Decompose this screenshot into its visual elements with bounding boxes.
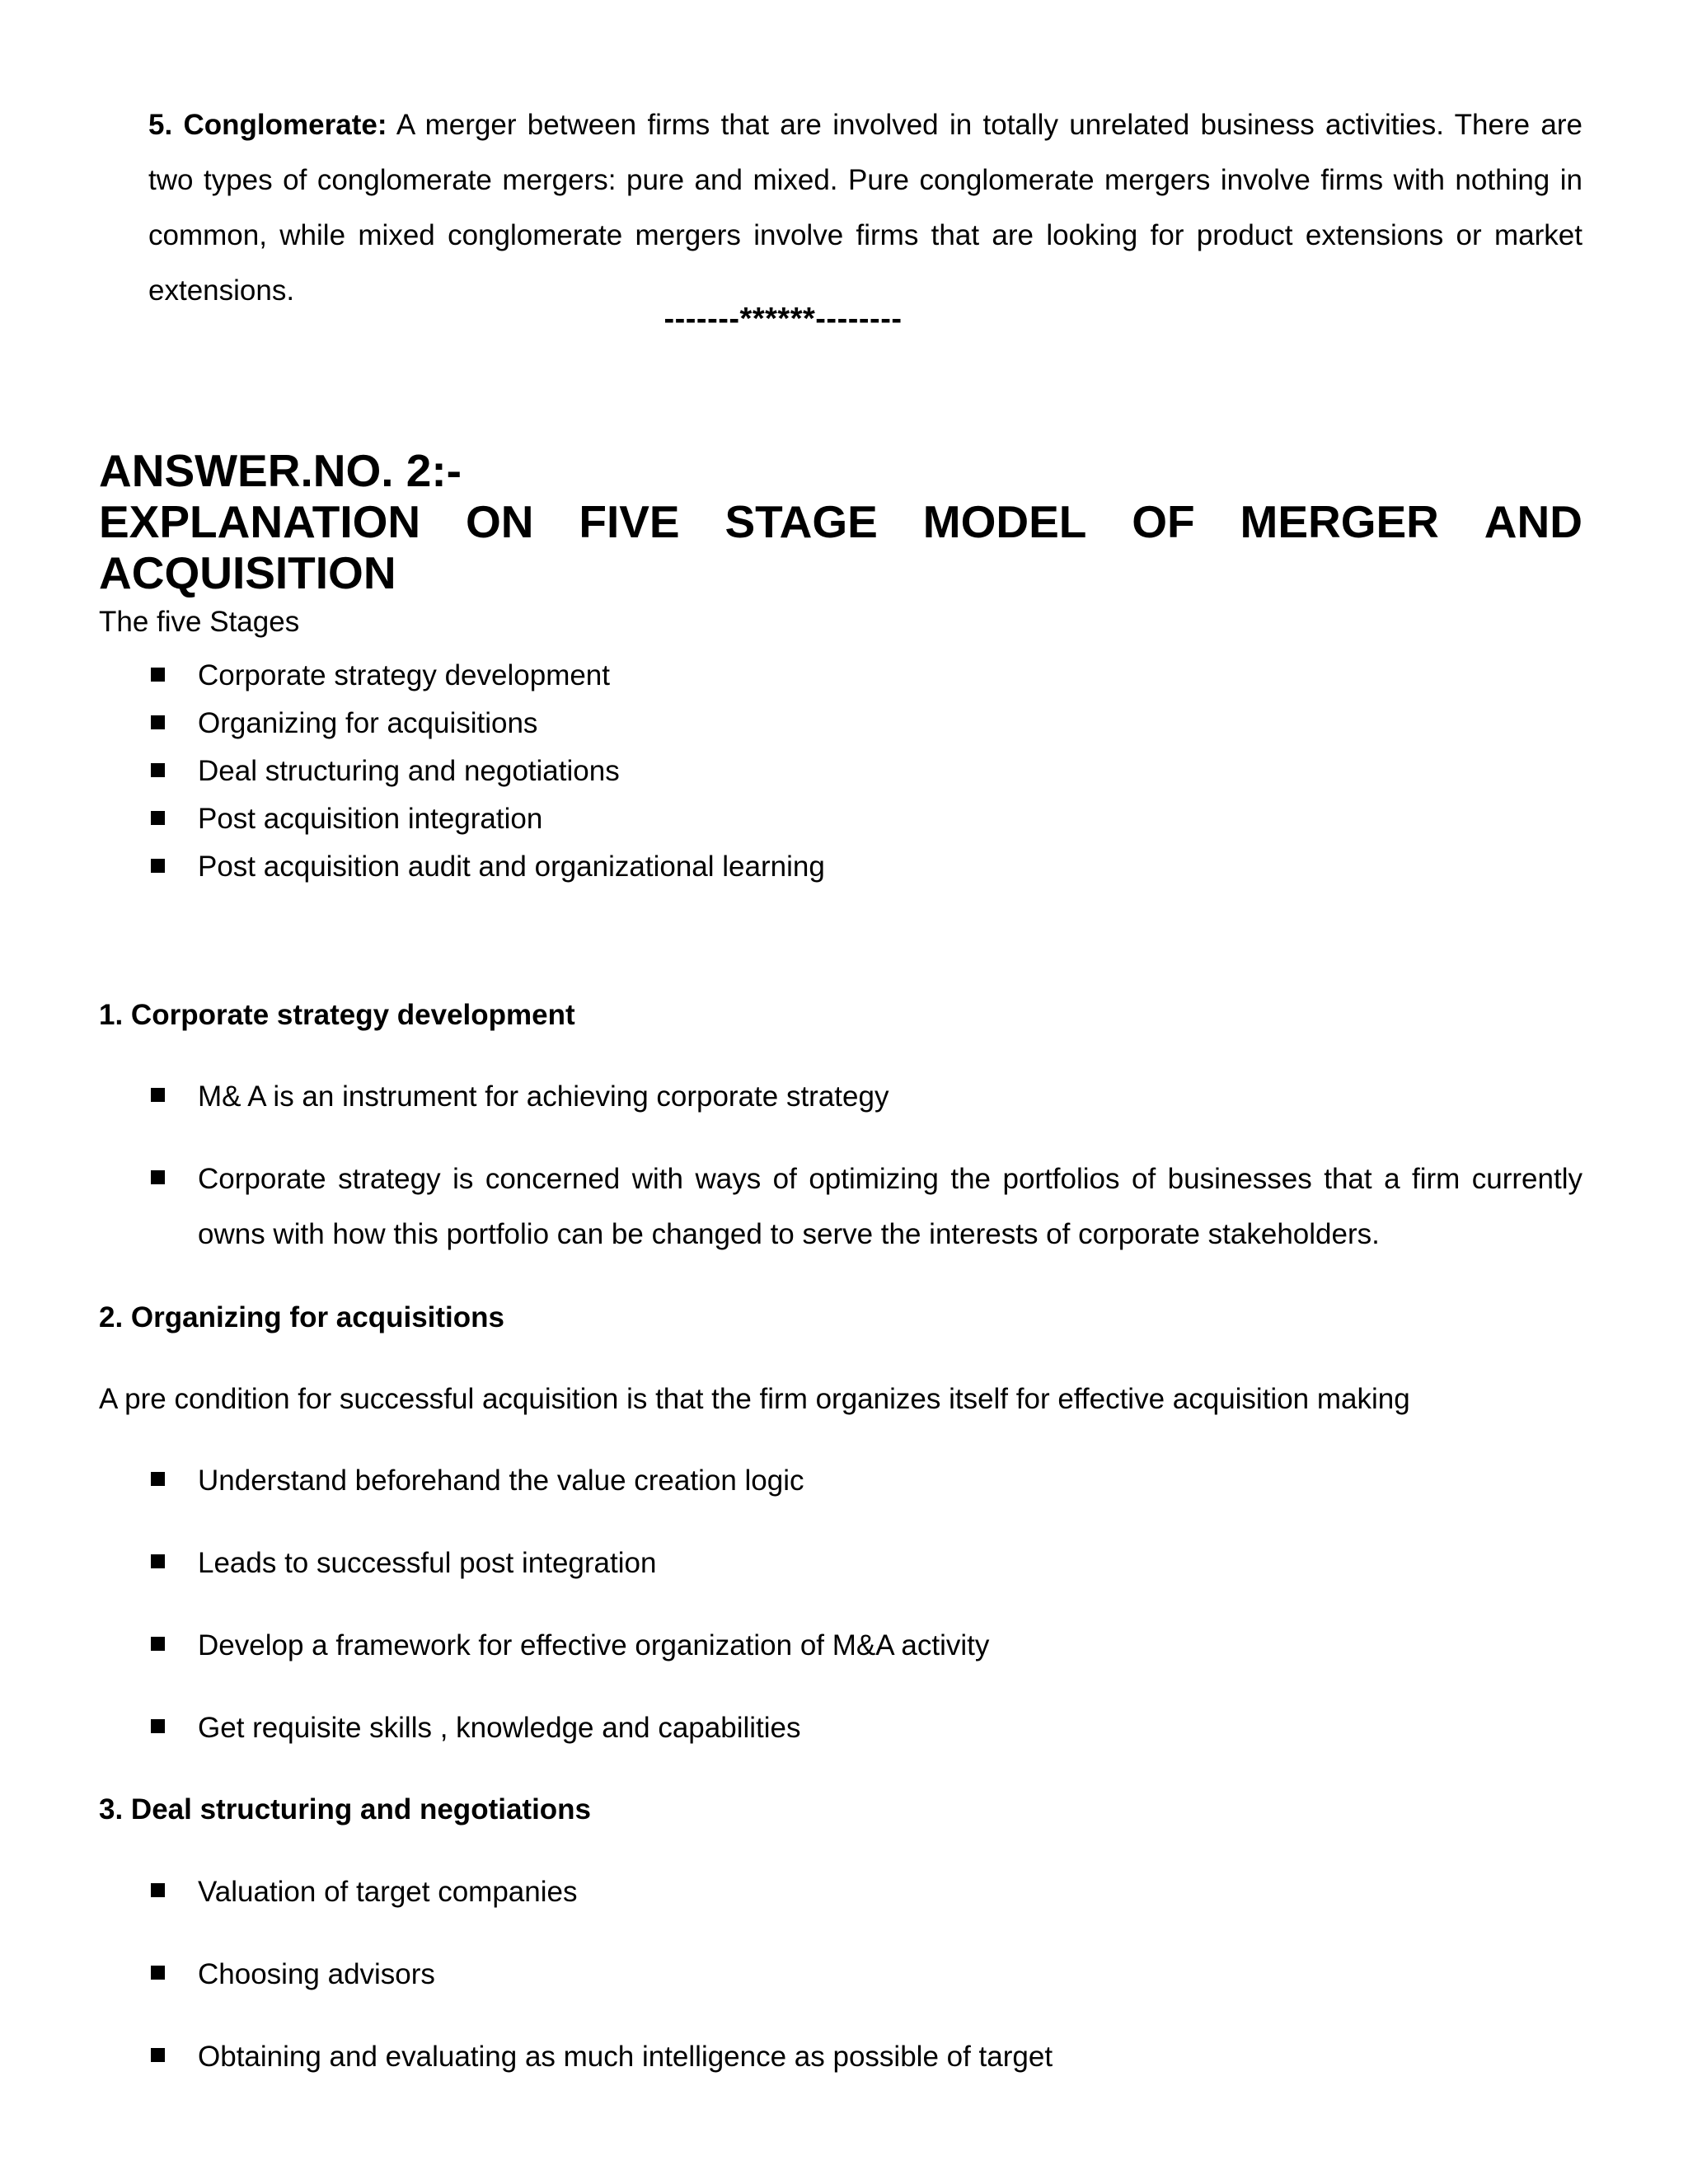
list-item-text: Choosing advisors xyxy=(198,1958,435,1990)
list-item-text: Valuation of target companies xyxy=(198,1876,578,1908)
section-title-organizing: 2. Organizing for acquisitions xyxy=(99,1301,504,1333)
bullet-square-icon xyxy=(151,715,165,729)
answer-title-continuation: ACQUISITION xyxy=(99,547,396,598)
list-item-text: Obtaining and evaluating as much intelligence as possible of target xyxy=(198,2041,1053,2073)
bullet-square-icon xyxy=(151,1966,165,1980)
bullet-square-icon xyxy=(151,763,165,777)
bullet-square-icon xyxy=(151,859,165,873)
bullet-square-icon xyxy=(151,1472,165,1486)
bullet-square-icon xyxy=(151,2048,165,2062)
bullet-square-icon xyxy=(151,1883,165,1897)
bullet-square-icon xyxy=(151,1554,165,1568)
title-word: EXPLANATION xyxy=(99,496,421,547)
list-item-text: Deal structuring and negotiations xyxy=(198,755,620,787)
list-item-text: Develop a framework for effective organization of M&A activity xyxy=(198,1629,990,1661)
title-word: OF xyxy=(1132,496,1195,547)
title-word: ON xyxy=(465,496,534,547)
list-item xyxy=(99,1700,1582,1755)
list-item-text: Post acquisition audit and organizational learning xyxy=(198,851,825,883)
section-title-corporate-strategy: 1. Corporate strategy development xyxy=(99,999,575,1031)
section3-bullets xyxy=(99,1864,1582,2111)
list-item-text: Leads to successful post integration xyxy=(198,1547,657,1579)
section1-bullets xyxy=(99,1069,1582,1289)
list-item-text: Understand beforehand the value creation logic xyxy=(198,1465,804,1497)
title-word: FIVE xyxy=(579,496,680,547)
section-separator: -------******-------- xyxy=(663,302,903,336)
list-item-text: Post acquisition integration xyxy=(198,803,543,835)
list-item xyxy=(99,843,1582,891)
list-item-text: Corporate strategy is concerned with ways of optimizing the portfolios of businesses that a firm currently owns with how this portfolio can be changed to serve the interests of corporate stakeholders. xyxy=(198,1163,1582,1250)
list-item-text: Organizing for acquisitions xyxy=(198,707,538,739)
title-word: MERGER xyxy=(1240,496,1439,547)
bullet-square-icon xyxy=(151,1088,165,1102)
list-item xyxy=(99,1947,1582,2002)
list-item xyxy=(99,1618,1582,1673)
conglomerate-label: 5. Conglomerate: xyxy=(148,109,387,141)
list-item-text: Get requisite skills , knowledge and capabilities xyxy=(198,1712,801,1744)
list-item-text: Corporate strategy development xyxy=(198,659,610,691)
list-item xyxy=(99,1453,1582,1508)
list-item xyxy=(99,2029,1582,2084)
bullet-square-icon xyxy=(151,1170,165,1184)
five-stages-intro: The five Stages xyxy=(99,606,300,638)
title-word: MODEL xyxy=(922,496,1087,547)
answer-number: ANSWER.NO. 2:- xyxy=(99,445,462,496)
list-item xyxy=(99,700,1582,748)
bullet-square-icon xyxy=(151,1637,165,1651)
list-item xyxy=(99,652,1582,700)
title-word: AND xyxy=(1484,496,1582,547)
stages-list xyxy=(99,652,1582,891)
list-item xyxy=(99,795,1582,843)
title-word: STAGE xyxy=(724,496,878,547)
list-item xyxy=(99,1069,1582,1124)
list-item xyxy=(99,1151,1582,1262)
bullet-square-icon xyxy=(151,1719,165,1733)
list-item xyxy=(99,748,1582,795)
section-title-deal-structuring: 3. Deal structuring and negotiations xyxy=(99,1793,592,1825)
section2-paragraph: A pre condition for successful acquisition is that the firm organizes itself for effective acquisition making xyxy=(99,1383,1410,1415)
section2-bullets xyxy=(99,1453,1582,1783)
answer-title-line xyxy=(99,496,1582,547)
answer-heading xyxy=(99,445,1582,598)
list-item xyxy=(99,1864,1582,1919)
conglomerate-paragraph xyxy=(148,97,1582,318)
bullet-square-icon xyxy=(151,811,165,825)
list-item xyxy=(99,1535,1582,1591)
bullet-square-icon xyxy=(151,668,165,682)
list-item-text: M& A is an instrument for achieving corporate strategy xyxy=(198,1080,889,1113)
conglomerate-text: A merger between firms that are involved in totally unrelated business activities. There are two types of conglomerate mergers: pure and mixed. Pure conglomerate mergers involve firms with nothing in common, while mixed conglomerate mergers involve firms that are looking for product extensions or market extensions. xyxy=(148,109,1582,307)
